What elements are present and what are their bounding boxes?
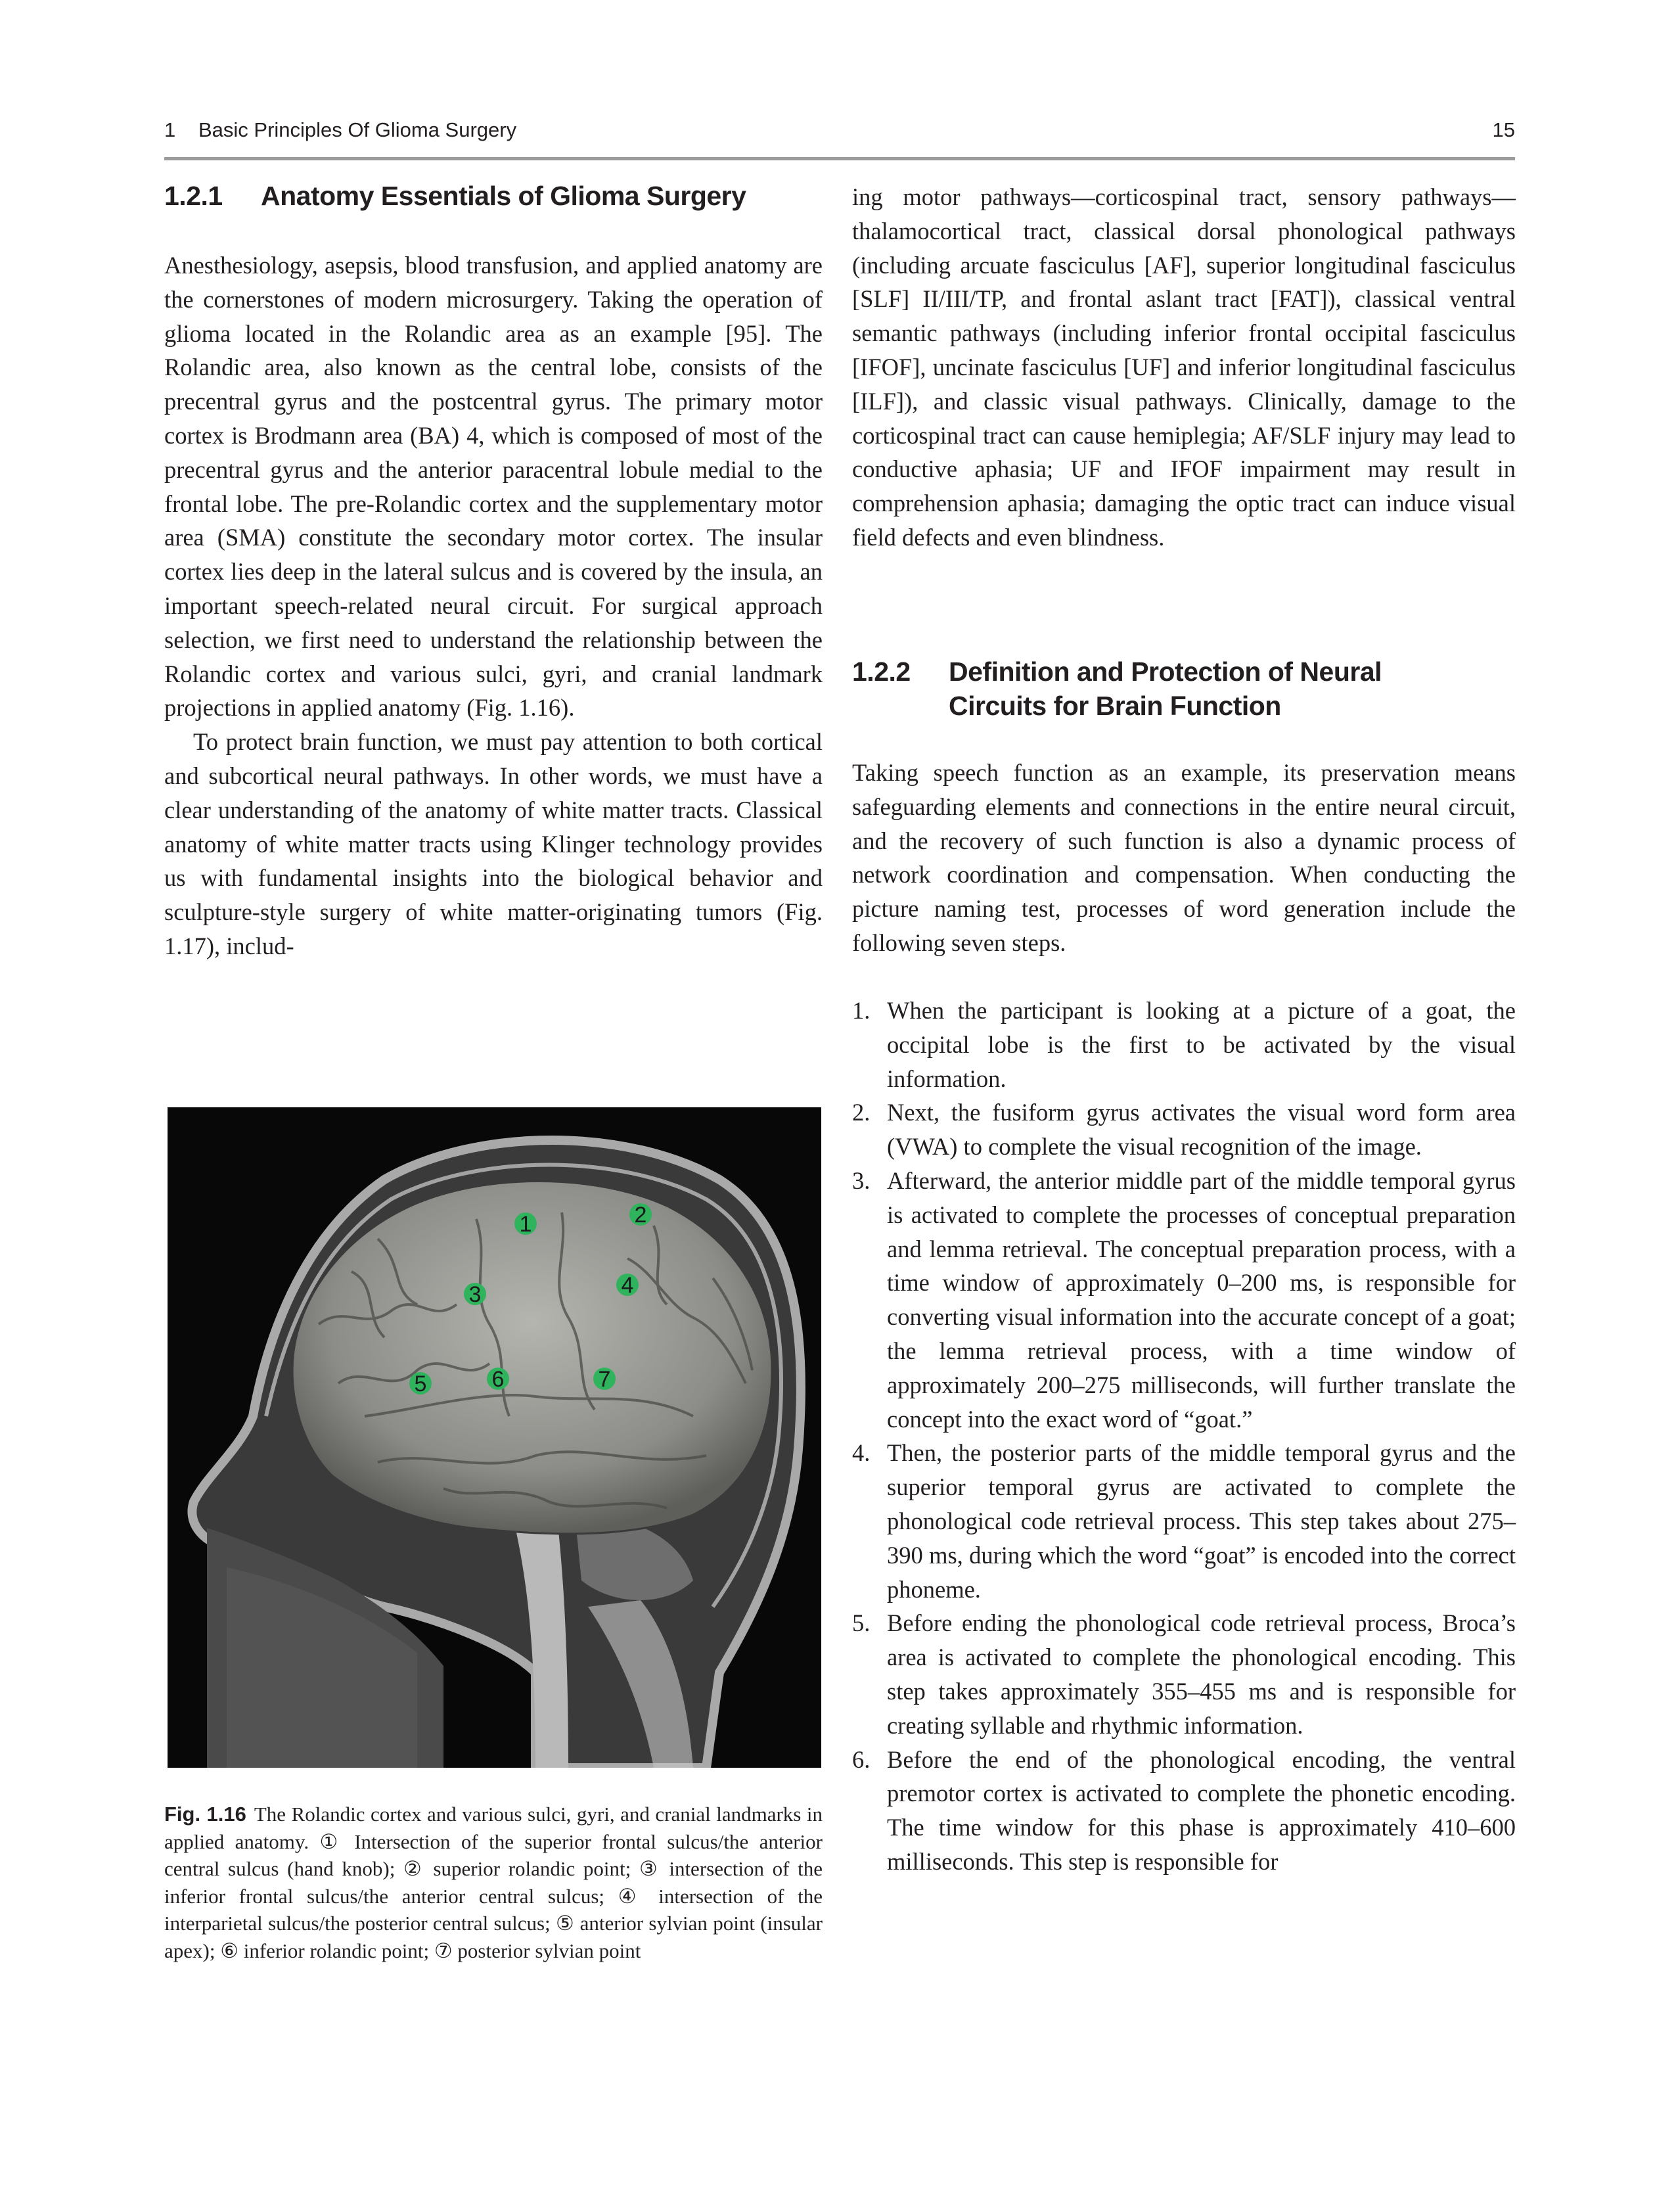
list-item — [852, 1436, 1516, 1606]
figure-caption-text: The Rolandic cortex and various sulci, gyri, and cranial landmarks in applied anatomy. ① Intersection of the superior frontal sulcus/the anterior central sulcus (hand knob); ② superior rolandic point; ③ intersection of the inferior frontal sulcus/the anterior central sulcus; ④ intersection of the interparietal sulcus/the posterior central sulcus; ⑤ anterior sylvian point (insular apex); ⑥ inferior rolandic point; ⑦ posterior sylvian point — [164, 1803, 823, 1962]
left-column — [164, 248, 823, 963]
list-item — [852, 1164, 1516, 1436]
section-number: 1.2.2 — [852, 657, 911, 687]
section-title-line2: Circuits for Brain Function — [949, 691, 1281, 721]
list-item-text: Then, the posterior parts of the middle temporal gyrus and the superior temporal gyrus are activated to complete the phonological code retrieval process. This step takes about 275–390 ms, during which the word “goat” is encoded into the correct phoneme. — [887, 1439, 1516, 1603]
figure-caption — [164, 1801, 823, 1964]
paragraph: Taking speech function as an example, its preservation means safeguarding elements and connections in the entire neural circuit, and the recovery of such function is also a dynamic process of network coordination and compensation. When conducting the picture naming test, processes of word generation include the following seven steps. — [852, 759, 1516, 956]
svg-text:2: 2 — [634, 1203, 647, 1228]
right-column-top — [852, 180, 1516, 555]
section-number: 1.2.1 — [164, 181, 223, 211]
svg-text:5: 5 — [414, 1371, 427, 1396]
section-title-line1: Definition and Protection of Neural — [949, 657, 1382, 687]
mri-brain-illustration — [168, 1107, 821, 1768]
running-head — [164, 118, 1515, 145]
list-marker: 3. — [852, 1166, 871, 1194]
chapter-number: 1 — [164, 118, 176, 141]
list-item-text: Next, the fusiform gyrus activates the visual word form area (VWA) to complete the visual recognition of the image. — [887, 1099, 1516, 1161]
word-generation-steps-list — [852, 994, 1516, 1879]
svg-text:4: 4 — [621, 1273, 634, 1298]
paragraph: Anesthesiology, asepsis, blood transfusion, and applied anatomy are the cornerstones of modern microsurgery. Taking the operation of glioma located in the Rolandic area as an example [95]. The Rolandic area, also known as the central lobe, consists of the precentral gyrus and the postcentral gyrus. The primary motor cortex is Brodmann area (BA) 4, which is composed of most of the precentral gyrus and the anterior paracentral lobule medial to the frontal lobe. The pre-Rolandic cortex and the supplementary motor area (SMA) constitute the secondary motor cortex. The insular cortex lies deep in the lateral sulcus and is covered by the insula, an important speech-related neural circuit. For surgical approach selection, we first need to understand the relationship between the Rolandic cortex and various sulci, gyri, and cranial landmark projections in applied anatomy (Fig. 1.16). — [164, 252, 823, 722]
page-number: 15 — [1492, 118, 1515, 141]
section-heading-1-2-2 — [852, 655, 1516, 723]
figure-label: Fig. 1.16 — [164, 1803, 246, 1826]
svg-text:1: 1 — [519, 1212, 532, 1237]
svg-text:7: 7 — [598, 1367, 611, 1392]
list-item-text: Before the end of the phonological encoding, the ventral premotor cortex is activated to complete the phonetic encoding. The time window for this phase is approximately 410–600 milliseconds. This step is responsible for — [887, 1745, 1516, 1875]
list-marker: 5. — [852, 1609, 871, 1637]
list-item-text: Before ending the phonological code retrieval process, Broca’s area is activated to complete the phonological encoding. This step takes approximately 355–455 ms and is responsible for creating syllable and rhythmic information. — [887, 1609, 1516, 1739]
svg-text:3: 3 — [468, 1282, 482, 1307]
right-column-intro — [852, 756, 1516, 960]
list-marker: 2. — [852, 1099, 871, 1126]
list-item-text: Afterward, the anterior middle part of the middle temporal gyrus is activated to complete the processes of conceptual preparation and lemma retrieval. The conceptual preparation process, with a time window of approximately 0–200 ms, is responsible for converting visual information into the accurate concept of a goat; the lemma retrieval process, with a time window of approximately 200–275 milliseconds, will further translate the concept into the exact word of “goat.” — [887, 1166, 1516, 1433]
list-item — [852, 1606, 1516, 1742]
header-rule — [164, 157, 1515, 160]
list-item — [852, 994, 1516, 1095]
list-item — [852, 1743, 1516, 1879]
section-title: Anatomy Essentials of Glioma Surgery — [261, 181, 746, 211]
figure-1-16-image — [168, 1107, 821, 1768]
list-marker: 1. — [852, 997, 871, 1024]
chapter-title: Basic Principles Of Glioma Surgery — [198, 118, 517, 141]
paragraph-continuation: ing motor pathways—corticospinal tract, sensory pathways—thalamocortical tract, classical dorsal phonological pathways (including arcuate fasciculus [AF], superior longitudinal fasciculus [SLF] II/III/TP, and frontal aslant tract [FAT]), classical ventral semantic pathways (including inferior frontal occipital fasciculus [IFOF], uncinate fasciculus [UF] and inferior longitudinal fasciculus [ILF]), and classic visual pathways. Clinically, damage to the corticospinal tract can cause hemiplegia; AF/SLF injury may lead to conductive aphasia; UF and IFOF impairment may result in comprehension aphasia; damaging the optic tract can induce visual field defects and even blindness. — [852, 183, 1516, 551]
list-marker: 6. — [852, 1745, 871, 1773]
paragraph: To protect brain function, we must pay attention to both cortical and subcortical neural pathways. In other words, we must have a clear understanding of the anatomy of white matter tracts. Classical anatomy of white matter tracts using Klinger technology provides us with fundamental insights into the biological behavior and sculpture-style surgery of white matter-originating tumors (Fig. 1.17), includ- — [164, 728, 823, 959]
list-marker: 4. — [852, 1439, 871, 1467]
list-item-text: When the participant is looking at a picture of a goat, the occipital lobe is the first to be activated by the visual information. — [887, 997, 1516, 1092]
right-column-steps — [852, 994, 1516, 1879]
svg-text:6: 6 — [491, 1367, 505, 1392]
list-item — [852, 1095, 1516, 1164]
section-heading-1-2-1 — [164, 179, 746, 213]
